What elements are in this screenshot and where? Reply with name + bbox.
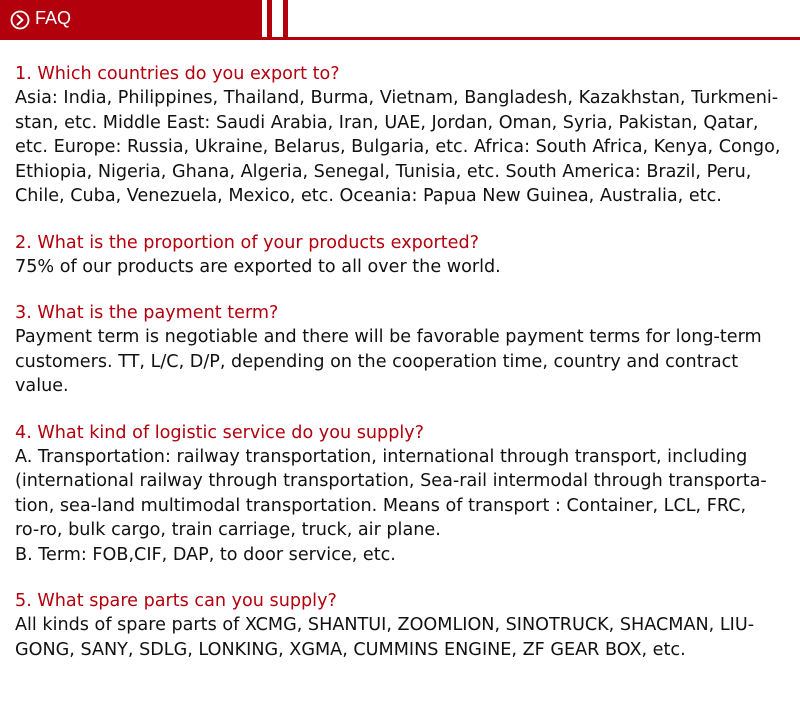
chevron-circle-right-icon <box>10 10 30 30</box>
faq-item <box>15 301 790 399</box>
header-divider <box>0 37 800 40</box>
faq-question: 1. Which countries do you export to? <box>15 64 340 84</box>
faq-answer: All kinds of spare parts of XCMG, SHANTUI, ZOOMLION, SINOTRUCK, SHACMAN, LIU- GONG, SANY, SDLG, LONKING, XGMA, CUMMINS ENGINE, ZF GEAR BOX, etc. <box>15 615 755 660</box>
decorative-bar <box>267 0 272 38</box>
faq-answer: A. Transportation: railway transportation, international through transport, including (international railway through transportation, Sea-rail intermodal through transporta- tion, sea-land multimodal transportation. Means of transport : Container, LCL, FRC, ro-ro, bulk cargo, train carriage, truck, air plane. B. Term: FOB,CIF, DAP, to door service, etc. <box>15 446 767 565</box>
faq-question: 4. What kind of logistic service do you supply? <box>15 422 425 443</box>
page-title: FAQ <box>35 8 72 28</box>
faq-answer: Asia: India, Philippines, Thailand, Burma, Vietnam, Bangladesh, Kazakhstan, Turkmeni- stan, etc. Middle East: Saudi Arabia, Iran, UAE, Jordan, Oman, Syria, Pakistan, Qatar, etc. Europe: Russia, Ukraine, Belarus, Bulgaria, etc. Africa: South Africa, Kenya, Congo, Ethiopia, Nigeria, Ghana, Algeria, Senegal, Tunisia, etc. South America: Brazil, Peru, Chile, Cuba, Venezuela, Mexico, etc. Oceania: Papua New Guinea, Australia, etc. <box>15 88 781 206</box>
faq-answer: 75% of our products are exported to all over the world. <box>15 256 501 277</box>
faq-item <box>15 231 790 280</box>
faq-item <box>15 589 790 662</box>
faq-question: 2. What is the proportion of your products exported? <box>15 232 480 253</box>
decorative-bar <box>283 0 288 38</box>
faq-tab <box>0 0 262 38</box>
faq-list <box>15 62 790 684</box>
faq-header <box>0 0 800 40</box>
faq-question: 5. What spare parts can you supply? <box>15 591 337 611</box>
faq-answer: Payment term is negotiable and there will be favorable payment terms for long-term customers. TT, L/C, D/P, depending on the cooperation time, country and contract value. <box>15 327 762 396</box>
faq-item <box>15 62 790 209</box>
faq-question: 3. What is the payment term? <box>15 303 279 323</box>
faq-item <box>15 421 790 568</box>
